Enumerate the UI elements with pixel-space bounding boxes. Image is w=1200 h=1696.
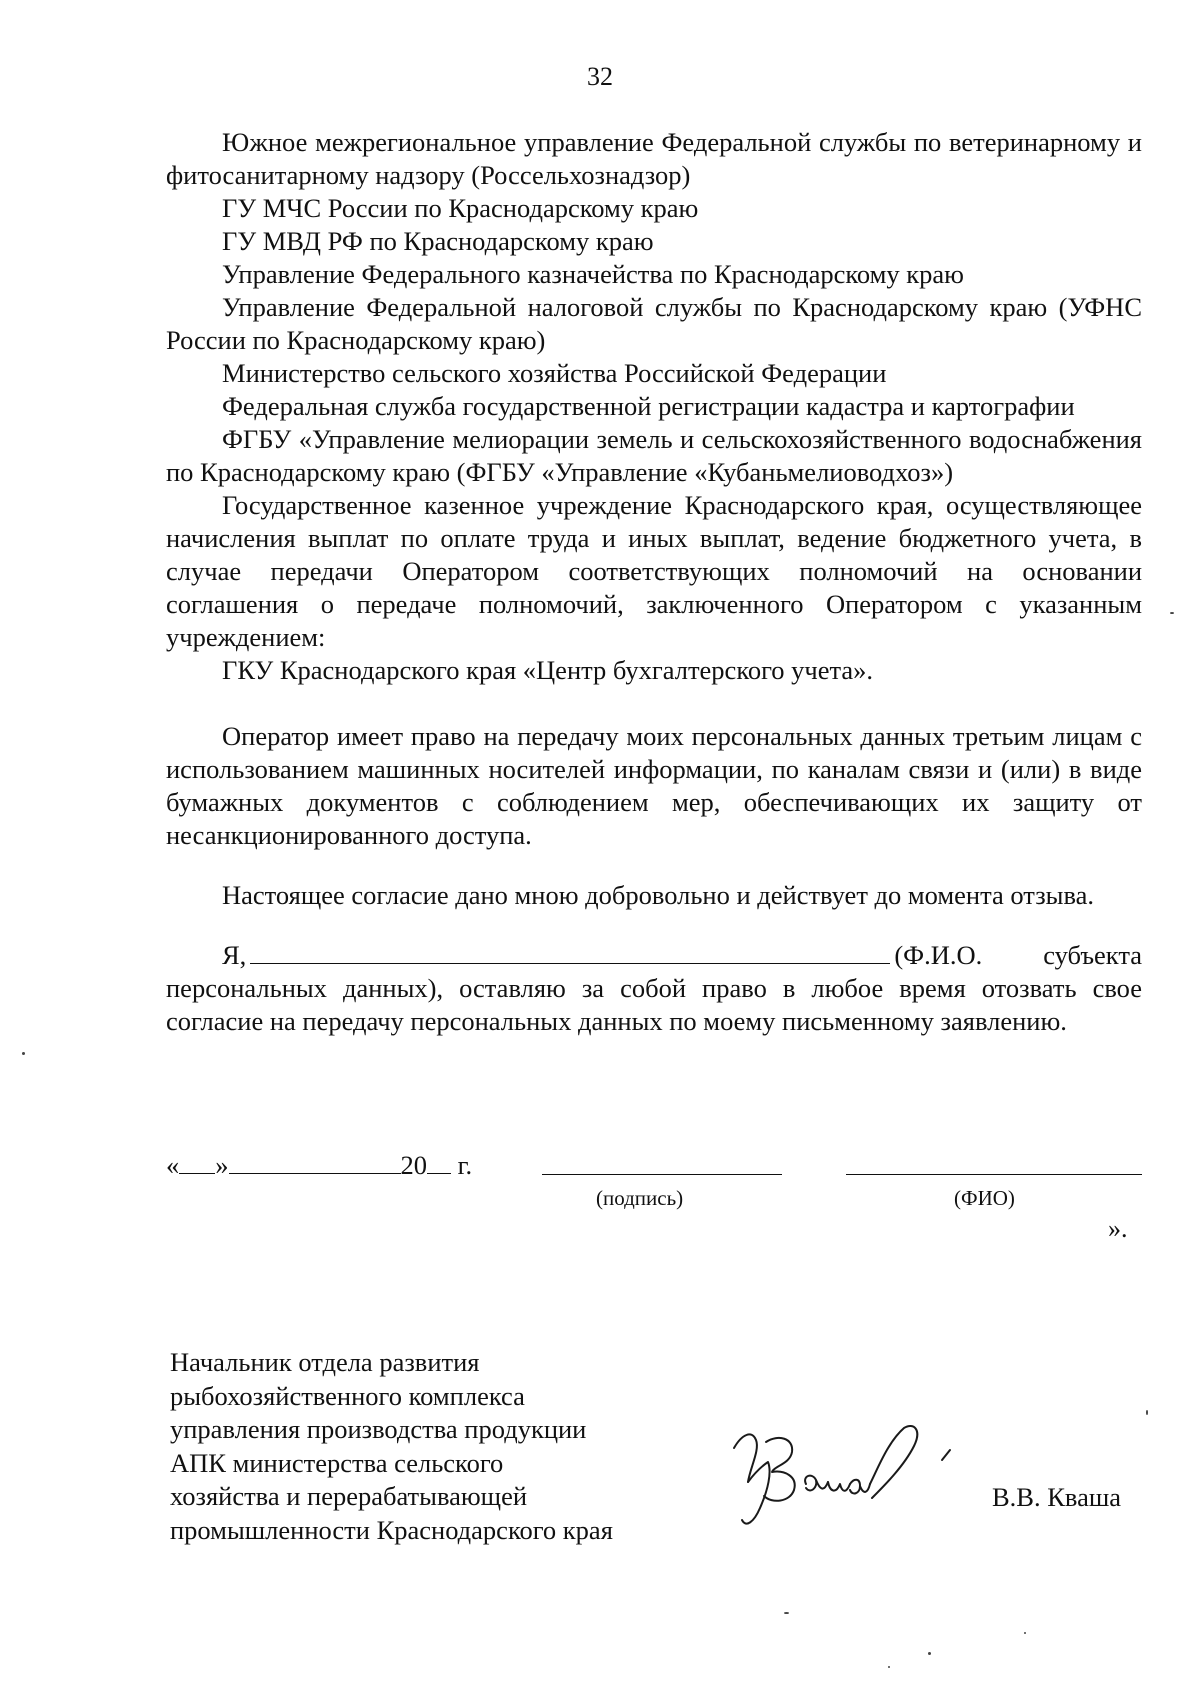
scan-speck	[1146, 1410, 1148, 1415]
revocation-rest: персональных данных), оставляю за собой право в любое время отозвать свое согласие на передачу персональных данных по моему письменному заявлению.	[166, 973, 1142, 1036]
scan-speck	[1024, 1632, 1026, 1634]
recipient-rosselkhoznadzor: Южное межрегиональное управление Федеральной службы по ветеринарному и фитосанитарному надзору (Россельхознадзор)	[166, 127, 1142, 190]
signature-caption: (подпись)	[596, 1186, 684, 1210]
document-body	[166, 126, 1142, 1038]
fio-blank-line	[250, 941, 890, 964]
scan-speck	[784, 1612, 789, 1614]
date-field	[166, 1150, 472, 1181]
author-position-line: хозяйства и перерабатывающей	[170, 1481, 528, 1511]
scan-speck	[1170, 612, 1174, 614]
signature-blank-line	[542, 1174, 782, 1175]
transfer-right-paragraph: Оператор имеет право на передачу моих персональных данных третьим лицам с использованием машинных носителей информации, по каналам связи и (или) в виде бумажных документов с соблюдением мер, обеспечивающих их защиту от несанкционированного доступа.	[166, 721, 1142, 850]
recipient-mvd: ГУ МВД РФ по Краснодарскому краю	[222, 226, 654, 256]
author-position-line: рыбохозяйственного комплекса	[170, 1380, 525, 1411]
author-position	[170, 1346, 613, 1547]
handwritten-signature	[728, 1412, 958, 1552]
author-position-line: АПК министерства сельского	[170, 1447, 504, 1478]
author-position-line: Начальник отдела развития	[170, 1347, 480, 1377]
recipient-registration-service: Федеральная служба государственной регистрации кадастра и картографии	[222, 391, 1075, 421]
recipient-treasury: Управление Федерального казначейства по Краснодарскому краю	[222, 259, 964, 289]
date-signature-row	[166, 1150, 1142, 1190]
author-position-line: управления производства продукции	[170, 1414, 587, 1444]
consent-validity-paragraph: Настоящее согласие дано мною добровольно и действует до момента отзыва.	[222, 880, 1095, 910]
closing-quote: ».	[1108, 1214, 1128, 1243]
scan-speck	[888, 1666, 890, 1668]
date-close-quote: »	[215, 1150, 229, 1180]
recipient-agriculture-ministry: Министерство сельского хозяйства Российской Федерации	[222, 358, 887, 388]
recipient-tax-service: Управление Федеральной налоговой службы по Краснодарскому краю (УФНС России по Краснодарскому краю)	[166, 292, 1142, 355]
recipient-melioration: ФГБУ «Управление мелиорации земель и сельскохозяйственного водоснабжения по Краснодарскому краю (ФГБУ «Управление «Кубаньмелиоводхоз»)	[166, 424, 1142, 487]
recipient-mchs: ГУ МЧС России по Краснодарскому краю	[222, 193, 699, 223]
author-position-line: промышленности Краснодарского края	[170, 1514, 613, 1545]
year-suffix: г.	[457, 1150, 473, 1180]
scan-speck	[928, 1652, 931, 1655]
month-blank	[229, 1151, 401, 1174]
scan-speck	[22, 1052, 25, 1055]
day-blank	[179, 1151, 215, 1174]
year-prefix: 20	[400, 1150, 427, 1180]
recipient-accounting-center: ГКУ Краснодарского края «Центр бухгалтерского учета».	[222, 655, 874, 685]
year-blank	[427, 1151, 451, 1174]
revocation-paragraph	[166, 939, 1142, 1038]
signatory-name: В.В. Кваша	[992, 1482, 1121, 1512]
revocation-prefix: Я,	[222, 940, 247, 970]
fio-signature-blank-line	[846, 1174, 1142, 1175]
page-number: 32	[587, 62, 613, 91]
recipient-state-institution: Государственное казенное учреждение Краснодарского края, осуществляющее начисления выплат по оплате труда и иных выплат, ведение бюджетного учета, в случае передачи Оператором соответствующих полномочий на основании соглашения о передаче полномочий, заключенного Оператором с указанным учреждением:	[166, 490, 1142, 652]
revocation-suffix: (Ф.И.О. субъекта	[894, 940, 1142, 970]
date-open-quote: «	[166, 1150, 180, 1180]
fio-caption: (ФИО)	[954, 1186, 1015, 1210]
